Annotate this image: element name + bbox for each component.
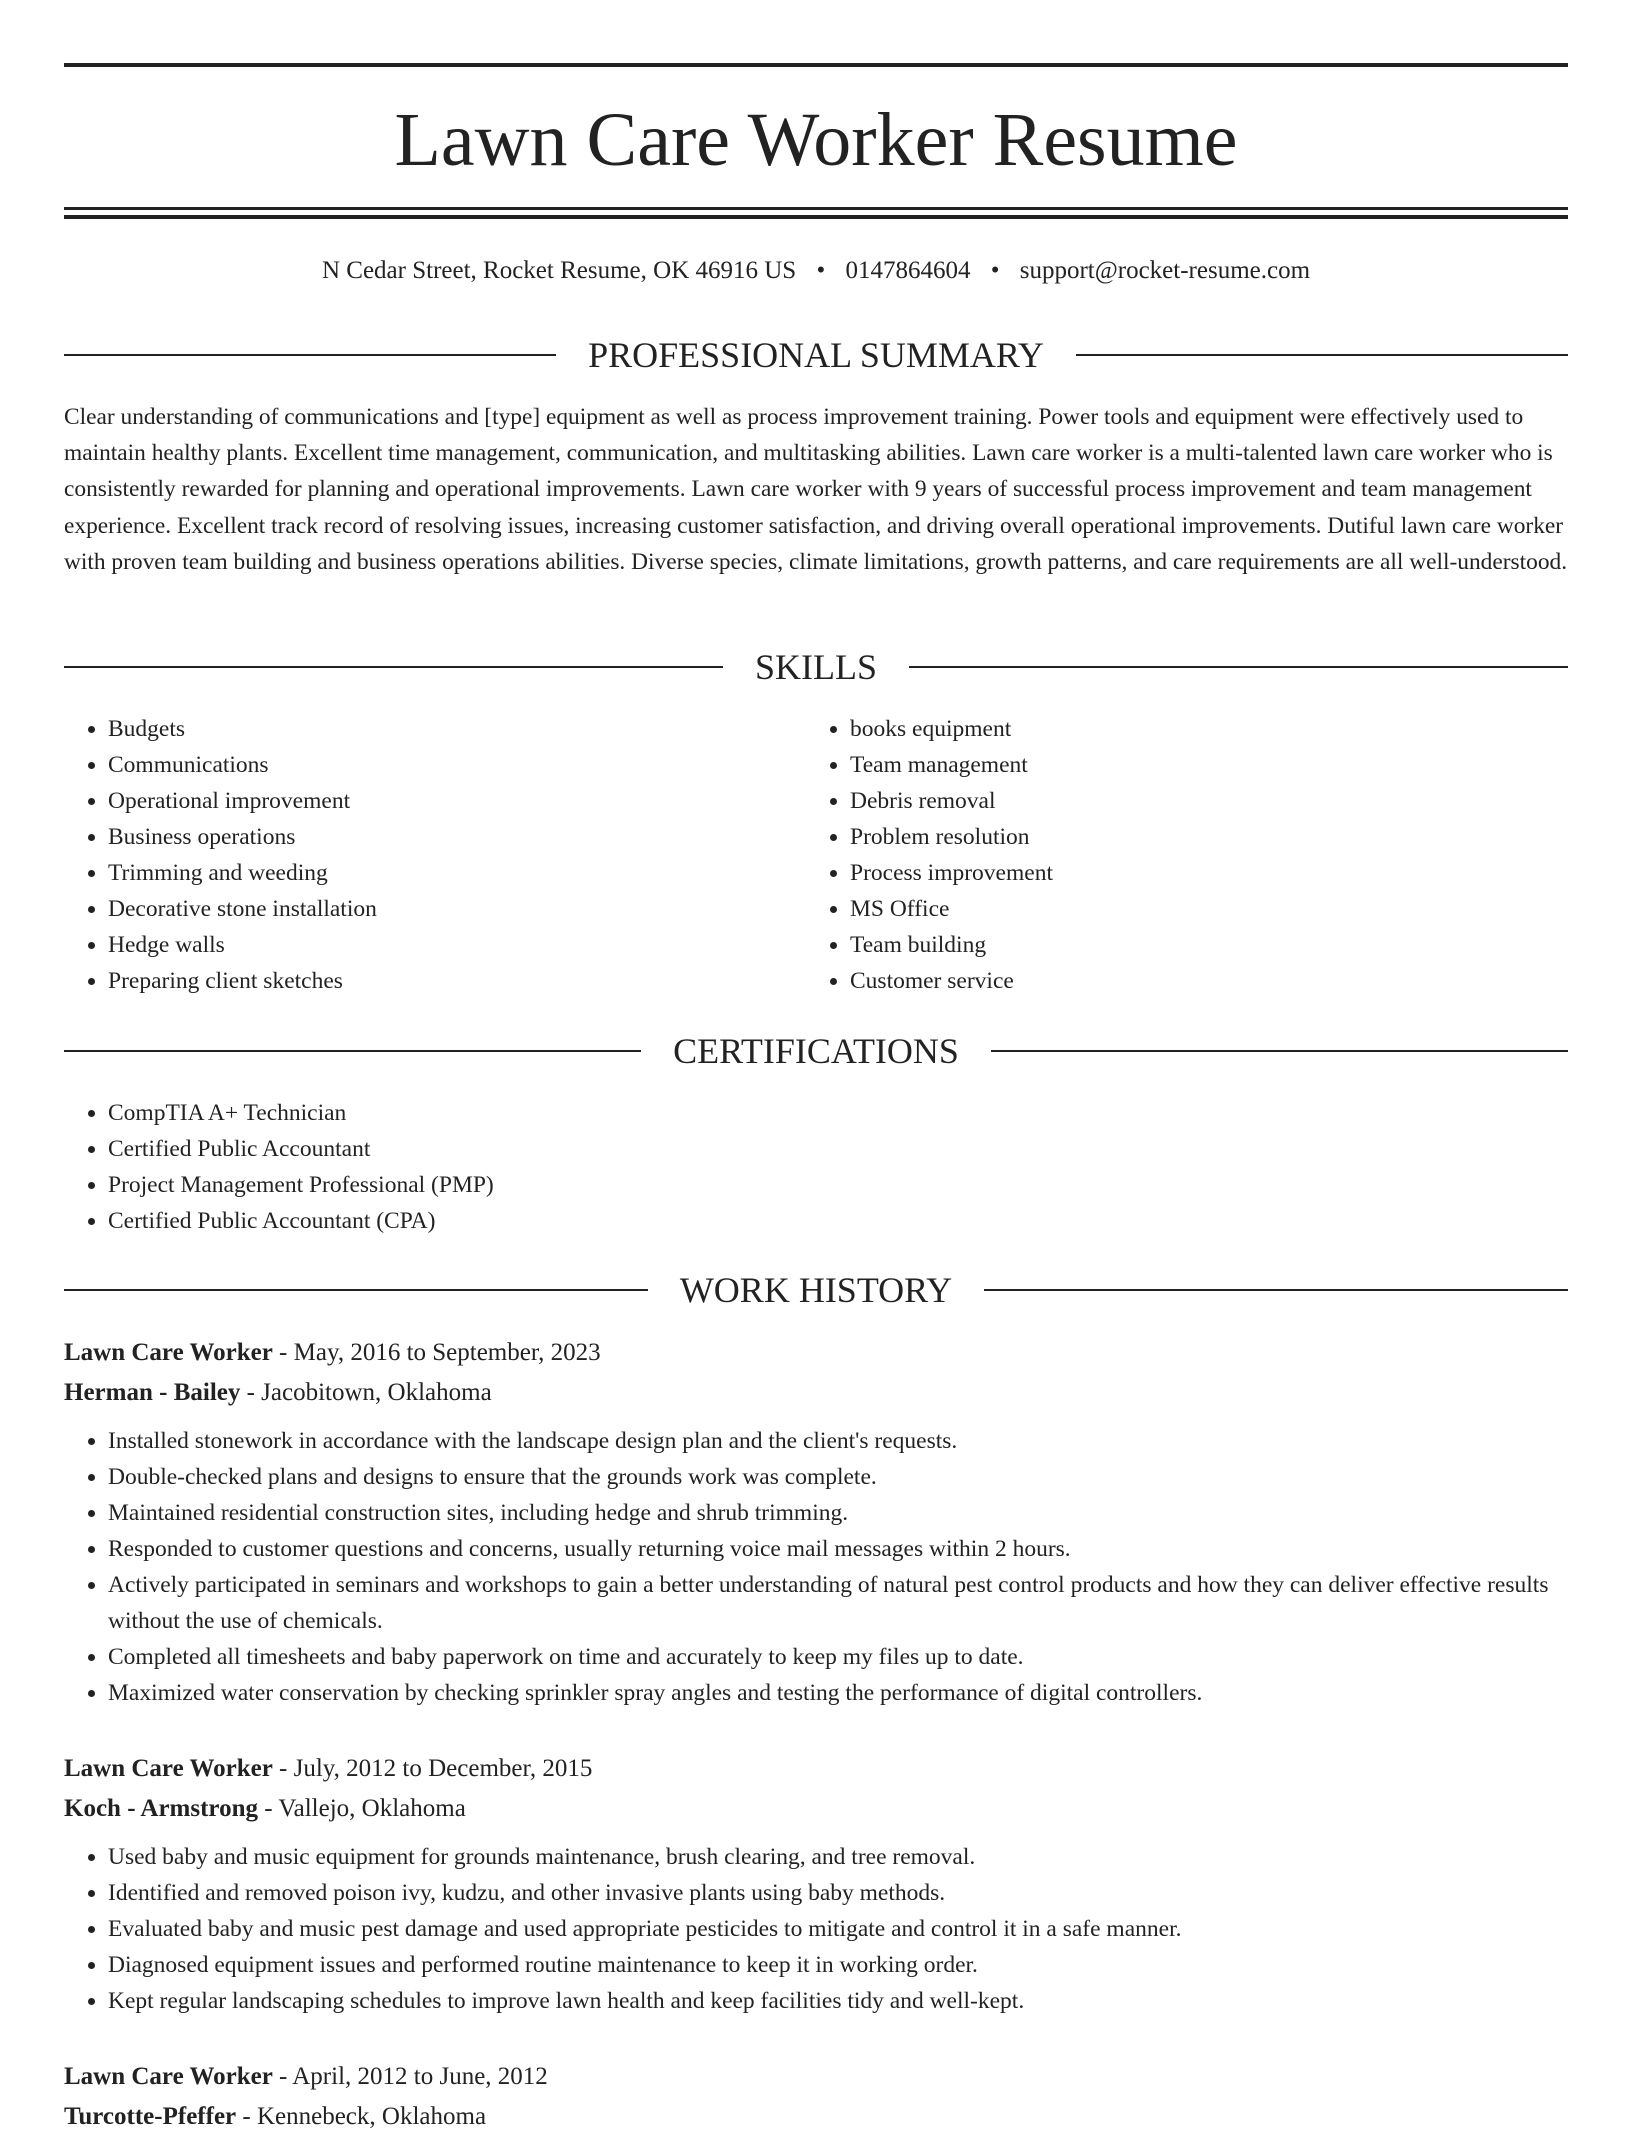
list-item: • Maximized water conservation by checking sprinkler spray angles and testing the performance of digital controllers. (108, 1675, 1568, 1711)
list-item: • Hedge walls (108, 927, 804, 963)
work-heading: WORK HISTORY (679, 1270, 953, 1310)
skills-list-right (806, 711, 1566, 999)
job-entry (64, 1333, 1568, 1711)
skills-heading: SKILLS (755, 647, 878, 687)
list-item: • Team management (850, 747, 1566, 783)
certifications-heading: CERTIFICATIONS (673, 1031, 959, 1071)
job-company: Herman - Bailey (64, 1379, 241, 1406)
contact-phone: 0147864604 (845, 257, 971, 284)
heading-rule-left (64, 666, 723, 668)
resume-title: Lawn Care Worker Resume (394, 98, 1238, 182)
job-company-line (64, 1373, 1568, 1413)
job-bullets (64, 1423, 1568, 1711)
job-title-line (64, 1749, 1568, 1789)
skills-list-left (64, 711, 804, 999)
list-item: • Team building (850, 927, 1566, 963)
heading-rule-right (984, 1289, 1568, 1291)
summary-heading: PROFESSIONAL SUMMARY (588, 335, 1044, 375)
list-item: • Debris removal (850, 783, 1566, 819)
contact-line (64, 253, 1568, 289)
job-company: Koch - Armstrong (64, 1795, 258, 1822)
job-location: - Kennebeck, Oklahoma (236, 2103, 487, 2130)
certifications-list (64, 1095, 494, 1239)
list-item: • Installed stonework in accordance with the landscape design plan and the client's requests. (108, 1423, 1568, 1459)
list-item: • Evaluated baby and music pest damage and used appropriate pesticides to mitigate and control it in a safe manner. (108, 1911, 1568, 1947)
job-company-line (64, 2097, 1568, 2137)
list-item: • Operational improvement (108, 783, 804, 819)
contact-separator: • (990, 257, 1000, 284)
list-item: • Actively participated in seminars and workshops to gain a better understanding of natural pest control products and how they can deliver effective results without the use of chemicals. (108, 1567, 1568, 1639)
list-item: • Certified Public Accountant (CPA) (108, 1203, 494, 1239)
contact-address: N Cedar Street, Rocket Resume, OK 46916 US (321, 257, 797, 284)
list-item: • Business operations (108, 819, 804, 855)
contact-separator: • (816, 257, 826, 284)
job-title-line (64, 2057, 1568, 2097)
list-item: • Customer service (850, 963, 1566, 999)
certifications-list-wrap (64, 1095, 494, 1239)
skills-heading-row (64, 645, 1568, 689)
list-item: • Decorative stone installation (108, 891, 804, 927)
list-item: • Kept regular landscaping schedules to improve lawn health and keep facilities tidy and well-kept. (108, 1983, 1568, 2019)
list-item: • Trimming and weeding (108, 855, 804, 891)
summary-heading-row (64, 333, 1568, 377)
job-dates: - May, 2016 to September, 2023 (272, 1339, 601, 1366)
job-dates: - July, 2012 to December, 2015 (272, 1755, 593, 1782)
job-title-line (64, 1333, 1568, 1373)
list-item: • MS Office (850, 891, 1566, 927)
job-company-line (64, 1789, 1568, 1829)
heading-rule-left (64, 1050, 641, 1052)
heading-rule-left (64, 354, 556, 356)
job-title: Lawn Care Worker (64, 1755, 273, 1782)
list-item: • Communications (108, 747, 804, 783)
list-item: • Double-checked plans and designs to ensure that the grounds work was complete. (108, 1459, 1568, 1495)
job-title: Lawn Care Worker (64, 1339, 273, 1366)
top-rule (64, 63, 1568, 67)
job-entry (64, 2057, 1568, 2137)
summary-paragraph: Clear understanding of communications and [type] equipment as well as process improvement training. Power tools and equipment were effectively used to maintain healthy plants. Excellent time management, communication, and multitasking abilities. Lawn care worker is a multi-talented lawn care worker who is consistently rewarded for planning and operational improvements. Lawn care worker with 9 years of successful process improvement and team management experience. Excellent track record of resolving issues, increasing customer satisfaction, and driving overall operational improvements. Dutiful lawn care worker with proven team building and business operations abilities. Diverse species, climate limitations, growth patterns, and care requirements are all well-understood. (64, 404, 1568, 575)
list-item: • Diagnosed equipment issues and performed routine maintenance to keep it in working order. (108, 1947, 1568, 1983)
list-item: • books equipment (850, 711, 1566, 747)
title-rule-lower (64, 215, 1568, 219)
heading-rule-left (64, 1289, 648, 1291)
list-item: • Certified Public Accountant (108, 1131, 494, 1167)
list-item: • Problem resolution (850, 819, 1566, 855)
job-entry (64, 1749, 1568, 2019)
list-item: • Maintained residential construction sites, including hedge and shrub trimming. (108, 1495, 1568, 1531)
contact-email: support@rocket-resume.com (1019, 257, 1311, 284)
job-dates: - April, 2012 to June, 2012 (272, 2063, 548, 2090)
certifications-heading-row (64, 1029, 1568, 1073)
list-item: • Process improvement (850, 855, 1566, 891)
list-item: • Completed all timesheets and baby paperwork on time and accurately to keep my files up to date. (108, 1639, 1568, 1675)
list-item: • Used baby and music equipment for grounds maintenance, brush clearing, and tree removal. (108, 1839, 1568, 1875)
list-item: • Project Management Professional (PMP) (108, 1167, 494, 1203)
list-item: • Responded to customer questions and concerns, usually returning voice mail messages within 2 hours. (108, 1531, 1568, 1567)
job-title: Lawn Care Worker (64, 2063, 273, 2090)
skills-column-left (64, 711, 804, 999)
job-bullets (64, 1839, 1568, 2019)
heading-rule-right (991, 1050, 1568, 1052)
work-heading-row (64, 1268, 1568, 1312)
job-location: - Vallejo, Oklahoma (257, 1795, 466, 1822)
title-rule-upper (64, 207, 1568, 210)
list-item: • CompTIA A+ Technician (108, 1095, 494, 1131)
list-item: • Identified and removed poison ivy, kudzu, and other invasive plants using baby methods. (108, 1875, 1568, 1911)
list-item: • Budgets (108, 711, 804, 747)
skills-column-right (806, 711, 1566, 999)
job-company: Turcotte-Pfeffer (64, 2103, 237, 2130)
heading-rule-right (909, 666, 1568, 668)
heading-rule-right (1076, 354, 1568, 356)
list-item: • Preparing client sketches (108, 963, 804, 999)
job-location: - Jacobitown, Oklahoma (240, 1379, 492, 1406)
